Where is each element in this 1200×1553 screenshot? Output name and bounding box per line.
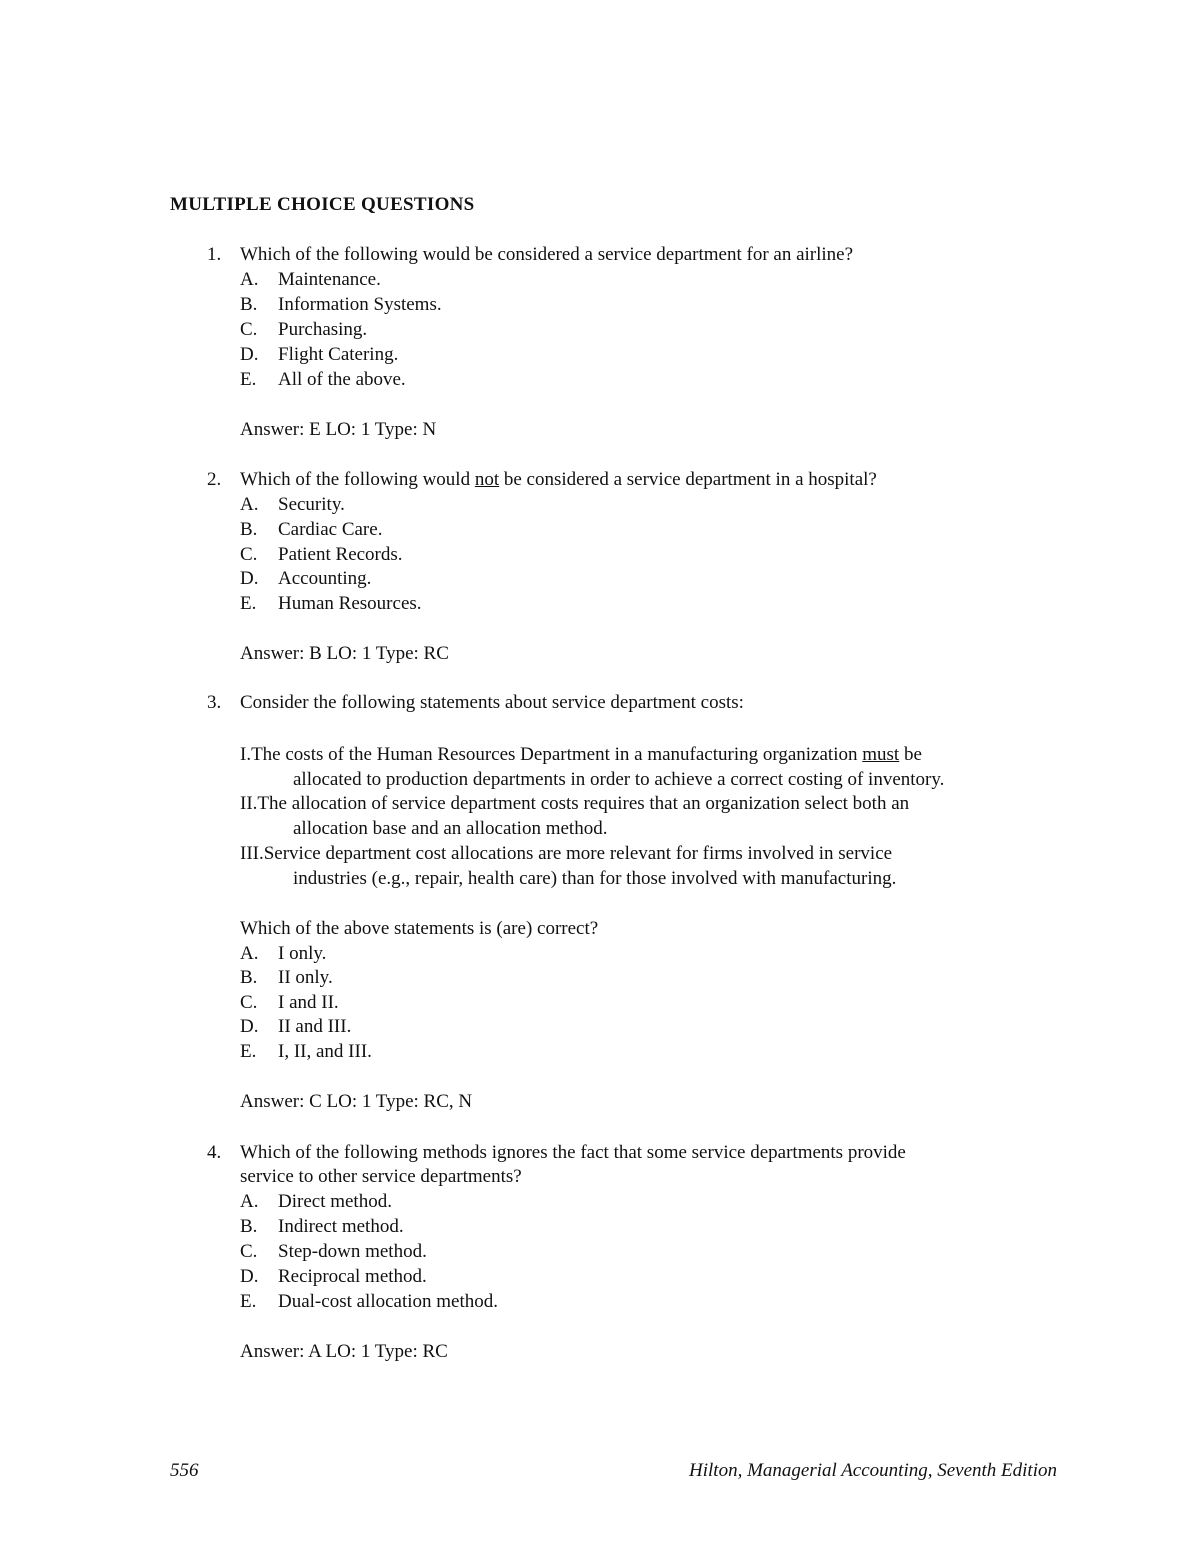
option-text: Information Systems. <box>278 294 442 315</box>
option-letter: B. <box>240 967 258 988</box>
option-letter: B. <box>240 294 258 315</box>
option <box>240 593 422 615</box>
option-letter: D. <box>240 344 259 365</box>
option-text: Maintenance. <box>278 269 381 290</box>
option-text: Purchasing. <box>278 319 368 340</box>
option-letter: C. <box>240 992 258 1013</box>
option-text: I only. <box>278 943 327 964</box>
statement-2-continued: allocation base and an allocation method. <box>293 818 608 839</box>
question-number: 4. <box>207 1142 222 1163</box>
option-letter: A. <box>240 494 259 515</box>
option-letter: B. <box>240 519 258 540</box>
option-letter: A. <box>240 269 259 290</box>
statement-label: II. <box>240 793 258 814</box>
option-text: II only. <box>278 967 333 988</box>
option-text: Flight Catering. <box>278 344 399 365</box>
option <box>240 319 367 341</box>
option-letter: C. <box>240 544 258 565</box>
question-text: Which of the following would not be considered a service department in a hospital? <box>240 469 877 490</box>
option <box>240 1041 372 1063</box>
option-text: Human Resources. <box>278 593 422 614</box>
answer-line: Answer: A LO: 1 Type: RC <box>240 1341 448 1362</box>
option-text: All of the above. <box>278 369 406 390</box>
option <box>240 519 382 541</box>
option <box>240 1191 392 1213</box>
emphasis-underline: not <box>474 469 500 490</box>
option <box>240 369 406 391</box>
option <box>240 967 333 989</box>
option-letter: D. <box>240 1016 259 1037</box>
option-letter: D. <box>240 568 259 589</box>
question-text: Consider the following statements about service department costs: <box>240 692 744 713</box>
option <box>240 1266 427 1288</box>
question-number: 1. <box>207 244 222 265</box>
question-prompt: Which of the above statements is (are) correct? <box>240 918 599 939</box>
option <box>240 344 398 366</box>
option <box>240 943 326 965</box>
statement-3-continued: industries (e.g., repair, health care) than for those involved with manufacturing. <box>293 868 897 889</box>
option-text: Cardiac Care. <box>278 519 383 540</box>
option <box>240 294 442 316</box>
option-letter: E. <box>240 369 257 390</box>
option-text: Indirect method. <box>278 1216 404 1237</box>
question-text: Which of the following would be considered a service department for an airline? <box>240 244 854 265</box>
option <box>240 568 371 590</box>
statement-3: III.Service department cost allocations are more relevant for firms involved in service <box>240 843 893 864</box>
option-letter: C. <box>240 319 258 340</box>
option-text: Accounting. <box>278 568 372 589</box>
option <box>240 1216 404 1238</box>
option-text: I and II. <box>278 992 339 1013</box>
question-number: 2. <box>207 469 222 490</box>
option-letter: A. <box>240 943 259 964</box>
option-text: Direct method. <box>278 1191 392 1212</box>
page-number: 556 <box>170 1460 199 1481</box>
option <box>240 494 345 516</box>
answer-line: Answer: E LO: 1 Type: N <box>240 419 437 440</box>
option-letter: D. <box>240 1266 259 1287</box>
option-text: II and III. <box>278 1016 352 1037</box>
question-text-continued: service to other service departments? <box>240 1166 522 1187</box>
question-number: 3. <box>207 692 222 713</box>
option-text: I, II, and III. <box>278 1041 372 1062</box>
option-letter: C. <box>240 1241 258 1262</box>
option-text: Patient Records. <box>278 544 403 565</box>
statement-label: I. <box>240 744 252 765</box>
option <box>240 1016 351 1038</box>
option-text: Security. <box>278 494 345 515</box>
option-letter: A. <box>240 1191 259 1212</box>
emphasis-underline: must <box>862 744 900 765</box>
section-title: MULTIPLE CHOICE QUESTIONS <box>170 194 475 215</box>
option <box>240 992 339 1014</box>
question-text: Which of the following methods ignores the fact that some service departments provide <box>240 1142 906 1163</box>
option-letter: E. <box>240 1291 257 1312</box>
option <box>240 1291 498 1313</box>
option-letter: E. <box>240 1041 257 1062</box>
option <box>240 269 381 291</box>
option <box>240 544 403 566</box>
statement-1: I.The costs of the Human Resources Department in a manufacturing organization must be <box>240 744 922 765</box>
book-title: Hilton, Managerial Accounting, Seventh Edition <box>689 1460 1057 1481</box>
option-text: Dual-cost allocation method. <box>278 1291 499 1312</box>
option-text: Step-down method. <box>278 1241 427 1262</box>
statement-label: III. <box>240 843 264 864</box>
option <box>240 1241 427 1263</box>
option-text: Reciprocal method. <box>278 1266 427 1287</box>
answer-line: Answer: C LO: 1 Type: RC, N <box>240 1091 473 1112</box>
answer-line: Answer: B LO: 1 Type: RC <box>240 643 449 664</box>
option-letter: B. <box>240 1216 258 1237</box>
statement-2: II.The allocation of service department costs requires that an organization select both an <box>240 793 910 814</box>
statement-1-continued: allocated to production departments in order to achieve a correct costing of inventory. <box>293 769 945 790</box>
option-letter: E. <box>240 593 257 614</box>
